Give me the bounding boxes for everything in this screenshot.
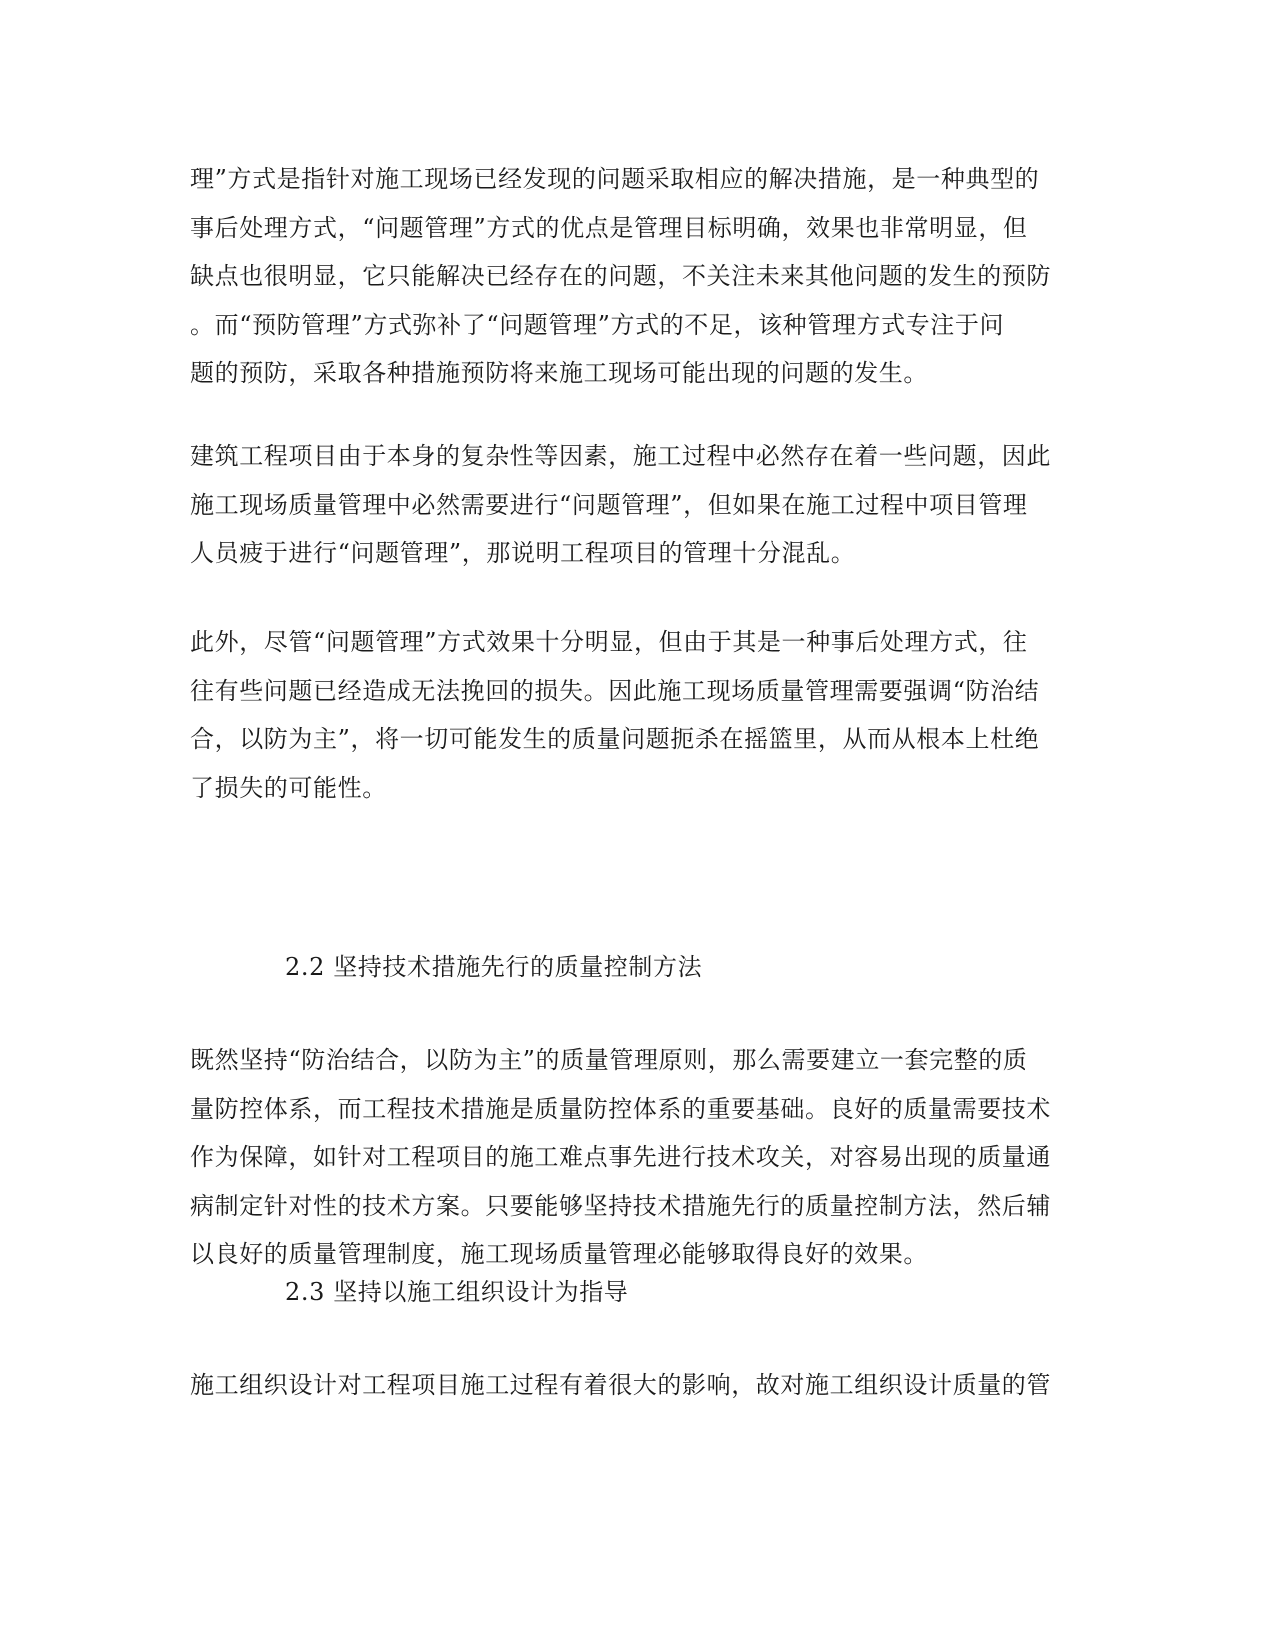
text-line: 施工组织设计对工程项目施工过程有着很大的影响，故对施工组织设计质量的管 [190, 1371, 1051, 1399]
text-line: 。而“预防管理”方式弥补了“问题管理”方式的不足，该种管理方式专注于问 [190, 310, 1005, 339]
text-line: 了损失的可能性。 [190, 773, 387, 802]
text-line: 既然坚持“防治结合，以防为主”的质量管理原则，那么需要建立一套完整的质 [190, 1046, 1028, 1074]
text-line: 题的预防，采取各种措施预防将来施工现场可能出现的问题的发生。 [190, 359, 928, 387]
paragraph-construction-design [190, 1361, 1070, 1410]
text-line: 施工现场质量管理中必然需要进行“问题管理”，但如果在施工过程中项目管理 [190, 490, 1028, 519]
text-line: 往有些问题已经造成无法挽回的损失。因此施工现场质量管理需要强调“防治结 [190, 676, 1040, 705]
text-line: 人员疲于进行“问题管理”，那说明工程项目的管理十分混乱。 [190, 539, 856, 567]
text-line: 合，以防为主”，将一切可能发生的质量问题扼杀在摇篮里，从而从根本上杜绝 [190, 725, 1040, 753]
paragraph-project-complexity [190, 432, 1070, 578]
paragraph-prevention-first [190, 618, 1070, 812]
text-line: 缺点也很明显，它只能解决已经存在的问题，不关注未来其他问题的发生的预防 [190, 262, 1051, 290]
paragraph-problem-vs-prevention [190, 155, 1070, 398]
text-line: 量防控体系，而工程技术措施是质量防控体系的重要基础。良好的质量需要技术 [190, 1094, 1051, 1123]
text-line: 以良好的质量管理制度，施工现场质量管理必能够取得良好的效果。 [190, 1240, 928, 1268]
text-line: 理”方式是指针对施工现场已经发现的问题采取相应的解决措施，是一种典型的 [190, 165, 1040, 193]
text-line: 病制定针对性的技术方案。只要能够坚持技术措施先行的质量控制方法，然后辅 [190, 1191, 1051, 1220]
text-line: 此外，尽管“问题管理”方式效果十分明显，但由于其是一种事后处理方式，往 [190, 628, 1028, 656]
paragraph-technical-measures [190, 1036, 1070, 1279]
text-line: 建筑工程项目由于本身的复杂性等因素，施工过程中必然存在着一些问题，因此 [190, 442, 1051, 470]
text-line: 作为保障，如针对工程项目的施工难点事先进行技术攻关，对容易出现的质量通 [190, 1143, 1051, 1171]
section-heading-2-2: 2.2 坚持技术措施先行的质量控制方法 [285, 953, 703, 981]
section-heading-2-3: 2.3 坚持以施工组织设计为指导 [285, 1278, 629, 1306]
text-line: 事后处理方式，“问题管理”方式的优点是管理目标明确，效果也非常明显，但 [190, 213, 1028, 242]
